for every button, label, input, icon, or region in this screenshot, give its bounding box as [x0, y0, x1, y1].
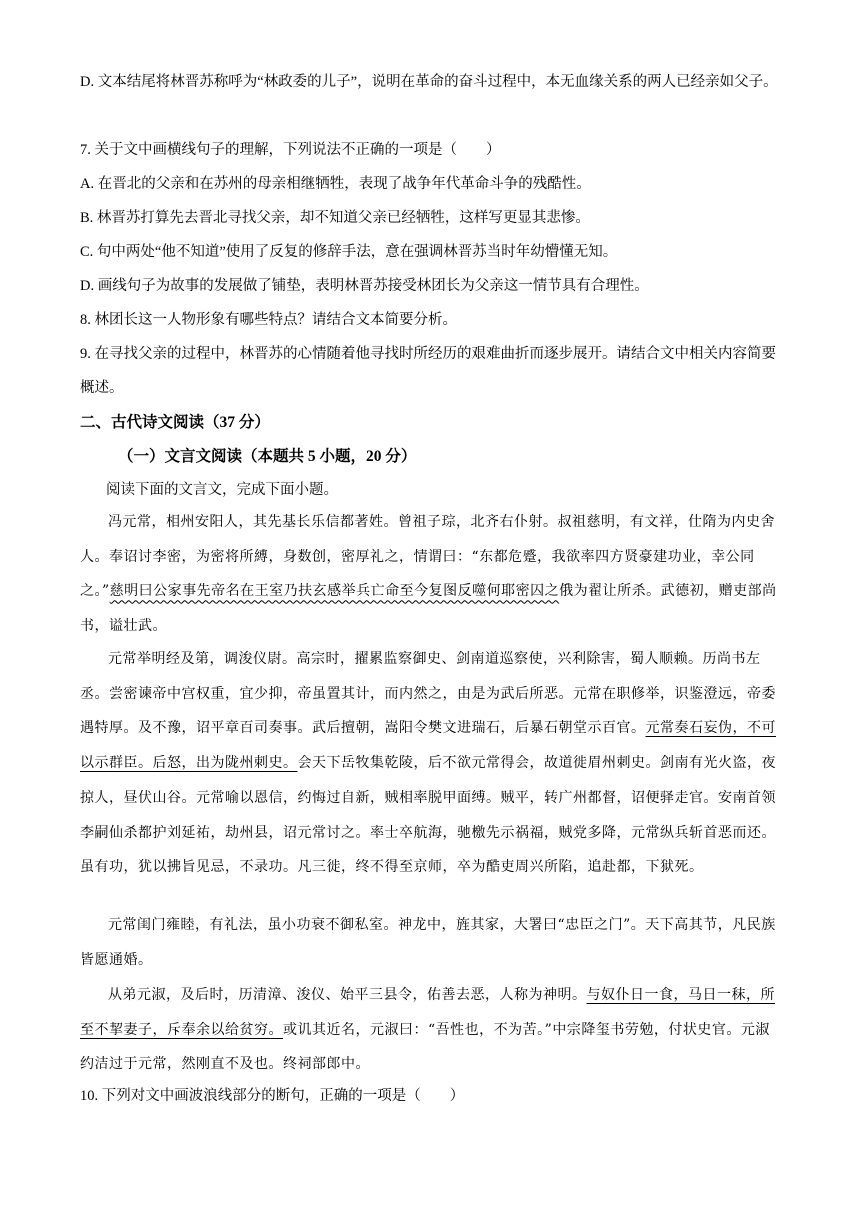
question-8: 8. 林团长这一人物形象有哪些特点？请结合文本简要分析。 [80, 312, 457, 328]
subsection-heading: （一）文言文阅读（本题共 5 小题，20 分） [118, 448, 417, 465]
section-heading: 二、古代诗文阅读（37 分） [80, 414, 270, 431]
wavy-underlined-sentence: 慈明曰公家事先帝名在王室乃扶玄感举兵亡命至今复图反噬何耶密囚之 [109, 583, 560, 600]
passage-text: 元常举明经及第，调浚仪尉。高宗时，擢累监察御史、剑南道巡察使，兴利除害，蜀人顺赖。历尚书左丞。尝密谏帝中宫权重，宜少抑，帝虽置其计，而内然之，由是为武后所恶。元常在职修举，识鉴澄远，帝委遇特厚。及不豫，诏平章百司奏事。武后擅朝，嵩阳令樊文进瑞石，后暴石朝堂示百官。 [80, 651, 776, 737]
question-9: 9. 在寻找父亲的过程中，林晋苏的心情随着他寻找时所经历的艰难曲折而逐步展开。请结合文中相关内容简要概述。 [80, 346, 776, 396]
passage-paragraph-3: 元常闺门雍睦，有礼法，虽小功衰不御私室。神龙中，旌其家，大署曰“忠臣之门”。天下高其节，凡民族皆愿通婚。 [80, 917, 776, 968]
question-7-option-b: B. 林晋苏打算先去晋北寻找父亲，却不知道父亲已经牺牲，这样写更显其悲惨。 [80, 210, 590, 226]
underlined-sentence: 元常奏石妄伪，不可以示群臣。后怒，出为陇州刺史。 [80, 720, 776, 772]
question-7-option-d: D. 画线句子为故事的发展做了铺垫，表明林晋苏接受林团长为父亲这一情节具有合理性。 [80, 278, 649, 294]
underlined-sentence: 与奴仆日一食，马日一秣，所至不挈妻子，斥奉余以给贫穷。 [80, 987, 775, 1038]
passage-paragraph-2 [80, 642, 782, 885]
passage-text: 冯元常，相州安阳人，其先基长乐信都著姓。曾祖子琮，北齐右仆射。叔祖慈明，有文祥，仕隋为内史舍人。奉诏讨李密，为密将所縛，身数创，密厚礼之，情谓曰：“东都危蹙，我欲率四方贤豪建功业，幸公同之。” [80, 514, 775, 600]
question-10-stem: 10. 下列对文中画波浪线部分的断句，正确的一项是（ ） [80, 1088, 465, 1104]
passage-text: 俄为翟让所杀。武德初，赠吏部尚书，谥壮武。 [80, 583, 777, 635]
question-7-option-c: C. 句中两处“他不知道”使用了反复的修辞手法，意在强调林晋苏当时年幼懵懂无知。 [80, 244, 618, 260]
passage-text: 会天下岳牧集乾陵，后不欲元常得会，故道徙眉州刺史。剑南有光火盗，夜掠人，昼伏山谷。元常喻以恩信，约悔过自新，贼相率脱甲面缚。贼平，转广州都督，诏便驿走官。安南首领李嗣仙杀都护刘延祐，劫州县，诏元常讨之。率士卒航海，驰檄先示祸福，贼党多降，元常纵兵斩首恶而还。虽有功，犹以拂旨见忌，不录功。凡三徙，终不得至京师，卒为酷吏周兴所陷，追赴都，下狱死。 [80, 755, 776, 876]
question-7-option-a: A. 在晋北的父亲和在苏州的母亲相继牺牲，表现了战争年代革命斗争的残酷性。 [80, 176, 591, 192]
passage-text: 从弟元淑，及后时，历清漳、浚仪、始平三县令，佑善去恶，人称为神明。 [108, 987, 587, 1003]
passage-paragraph-1 [80, 505, 782, 644]
passage-paragraph-4 [80, 978, 782, 1082]
question-7-stem: 7. 关于文中画横线句子的理解，下列说法不正确的一项是（ ） [80, 142, 501, 158]
passage-text: 或讥其近名，元淑曰：“吾性也，不为苦。”中宗降玺书劳勉，付状史官。元淑约洁过于元常，然刚直不及也。终祠部郎中。 [80, 1021, 770, 1073]
question-6-option-d: D. 文本结尾将林晋苏称呼为“林政委的儿子”，说明在革命的奋斗过程中，本无血缘关系的两人已经亲如父子。 [80, 74, 778, 90]
reading-instruction: 阅读下面的文言文，完成下面小题。 [106, 482, 338, 498]
